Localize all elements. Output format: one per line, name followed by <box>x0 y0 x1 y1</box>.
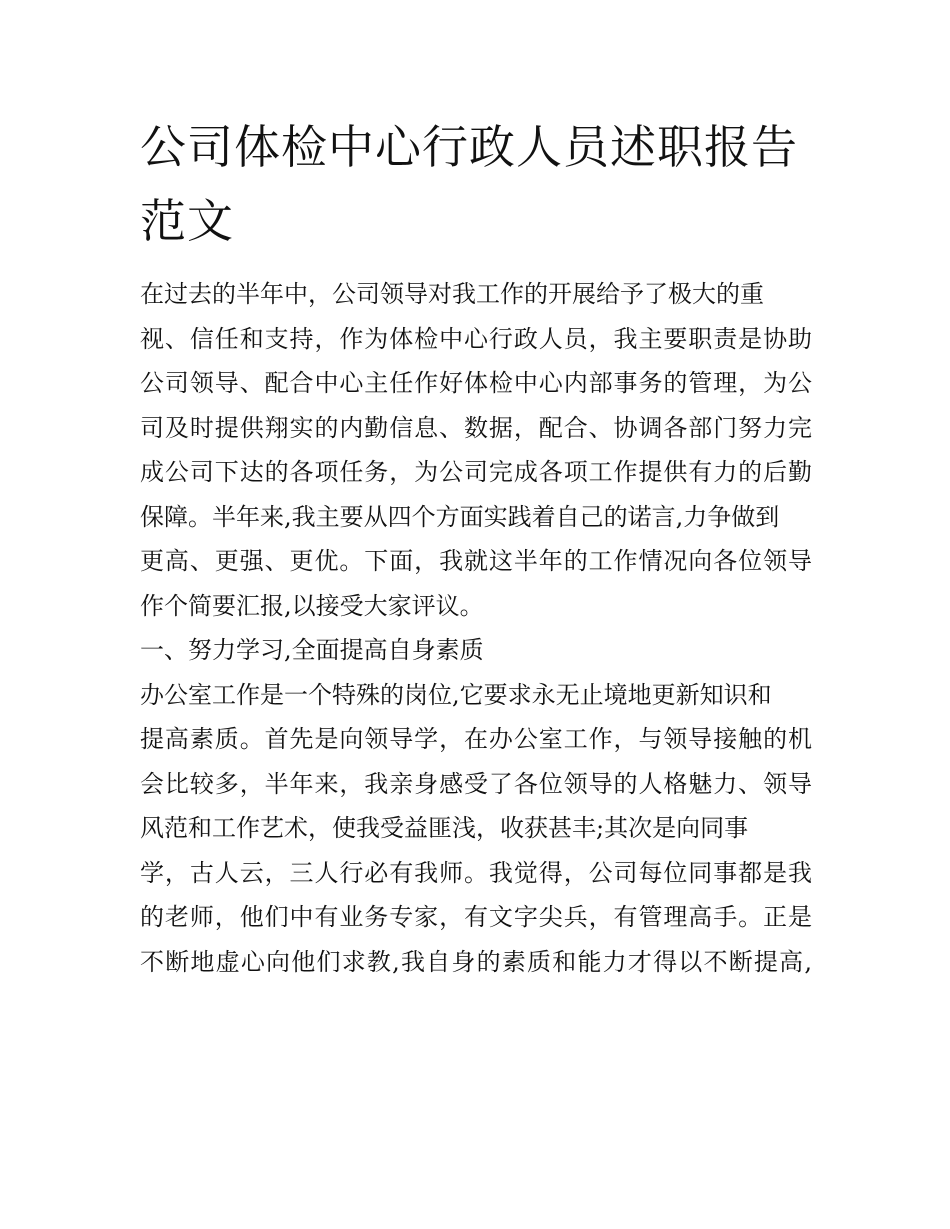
body-line: 办公室工作是一个特殊的岗位,它要求永无止境地更新知识和 <box>140 680 772 709</box>
body-line: 成公司下达的各项任务，为公司完成各项工作提供有力的后勤 <box>140 458 812 486</box>
body-line: 司及时提供翔实的内勤信息、数据，配合、协调各部门努力完 <box>140 413 812 442</box>
body-line: 提高素质。首先是向领导学，在办公室工作，与领导接触的机 <box>140 725 812 753</box>
document-page <box>140 110 812 1170</box>
body-line: 作个简要汇报,以接受大家评议。 <box>140 591 484 620</box>
body-line: 风范和工作艺术，使我受益匪浅，收获甚丰;其次是向同事 <box>140 814 749 842</box>
body-line: 会比较多，半年来，我亲身感受了各位领导的人格魅力、领导 <box>140 769 812 798</box>
body-line: 公司领导、配合中心主任作好体检中心内部事务的管理，为公 <box>140 369 812 397</box>
body-line: 更高、更强、更优。下面，我就这半年的工作情况向各位领导 <box>140 547 812 575</box>
body-line: 学，古人云，三人行必有我师。我觉得，公司每位同事都是我 <box>140 858 812 887</box>
document-title: 公司体检中心行政人员述职报告范文 <box>140 120 798 248</box>
body-line: 一、努力学习,全面提高自身素质 <box>140 636 484 664</box>
body-line: 不断地虚心向他们求教,我自身的素质和能力才得以不断提高, <box>140 947 812 976</box>
document-body <box>140 272 812 984</box>
body-line: 视、信任和支持，作为体检中心行政人员，我主要职责是协助 <box>140 324 812 353</box>
body-line: 保障。半年来,我主要从四个方面实践着自己的诺言,力争做到 <box>140 502 780 531</box>
body-line: 的老师，他们中有业务专家，有文字尖兵，有管理高手。正是 <box>140 903 812 931</box>
body-line: 在过去的半年中，公司领导对我工作的开展给予了极大的重 <box>140 280 764 308</box>
